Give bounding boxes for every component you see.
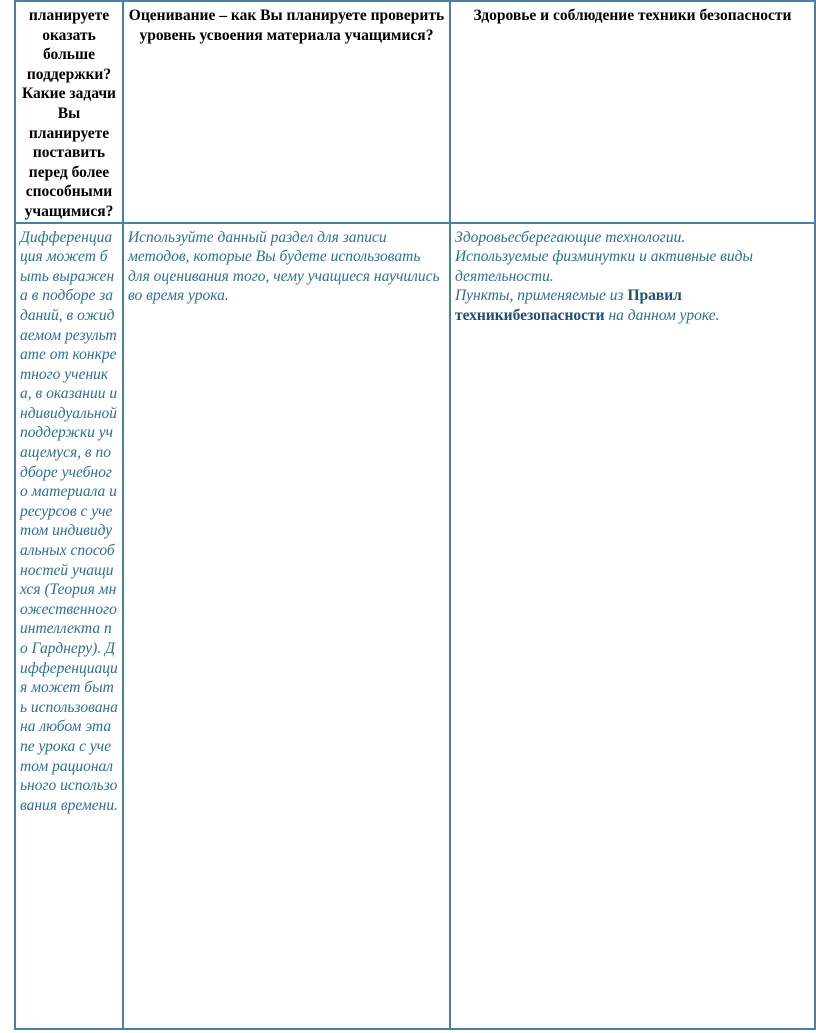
header-assessment xyxy=(123,1,450,223)
cell-health-safety xyxy=(450,223,815,1029)
safety-rules-text xyxy=(455,286,810,325)
header-health-safety xyxy=(450,1,815,223)
content-row xyxy=(15,223,815,1029)
health-technologies-text: Здоровьесберегающие технологии. xyxy=(454,228,686,246)
cell-differentiation xyxy=(15,223,123,1029)
header-assessment-text: Оценивание – как Вы планируете проверить уровень усвоения материала учащимися? xyxy=(128,7,445,44)
lesson-plan-table xyxy=(14,0,816,1030)
header-differentiation-text: планируете оказать больше поддержки? Какие задачи Вы планируете поставить перед более способными учащимися? xyxy=(21,7,116,220)
header-health-safety-text: Здоровье и соблюдение техники безопасности xyxy=(473,7,792,24)
header-differentiation xyxy=(15,1,123,223)
physical-activity-text: Используемые физминутки и активные виды деятельности. xyxy=(454,248,753,285)
header-row xyxy=(15,1,815,223)
cell-assessment xyxy=(123,223,450,1029)
differentiation-text: Дифференциация может быть выражена в подборе заданий, в ожидаемом результате от конкретного ученика, в оказании индивидуальной поддержки учащемуся, в подборе учебного материала и ресурсов с учетом индивидуальных способностей учащихся (Теория множественного интеллекта по Гарднеру). Дифференциация может быть использована на любом этапе урока с учетом рационального использования времени. xyxy=(20,228,118,814)
assessment-text: Используйте данный раздел для записи методов, которые Вы будете использовать для оценивания того, чему учащиеся научились во время урока. xyxy=(127,228,440,305)
safety-rules-prefix: Пункты, применяемые из xyxy=(454,287,628,305)
safety-rules-bold: Правил техникибезопасности xyxy=(454,287,682,324)
safety-rules-suffix: на данном уроке. xyxy=(604,306,720,324)
